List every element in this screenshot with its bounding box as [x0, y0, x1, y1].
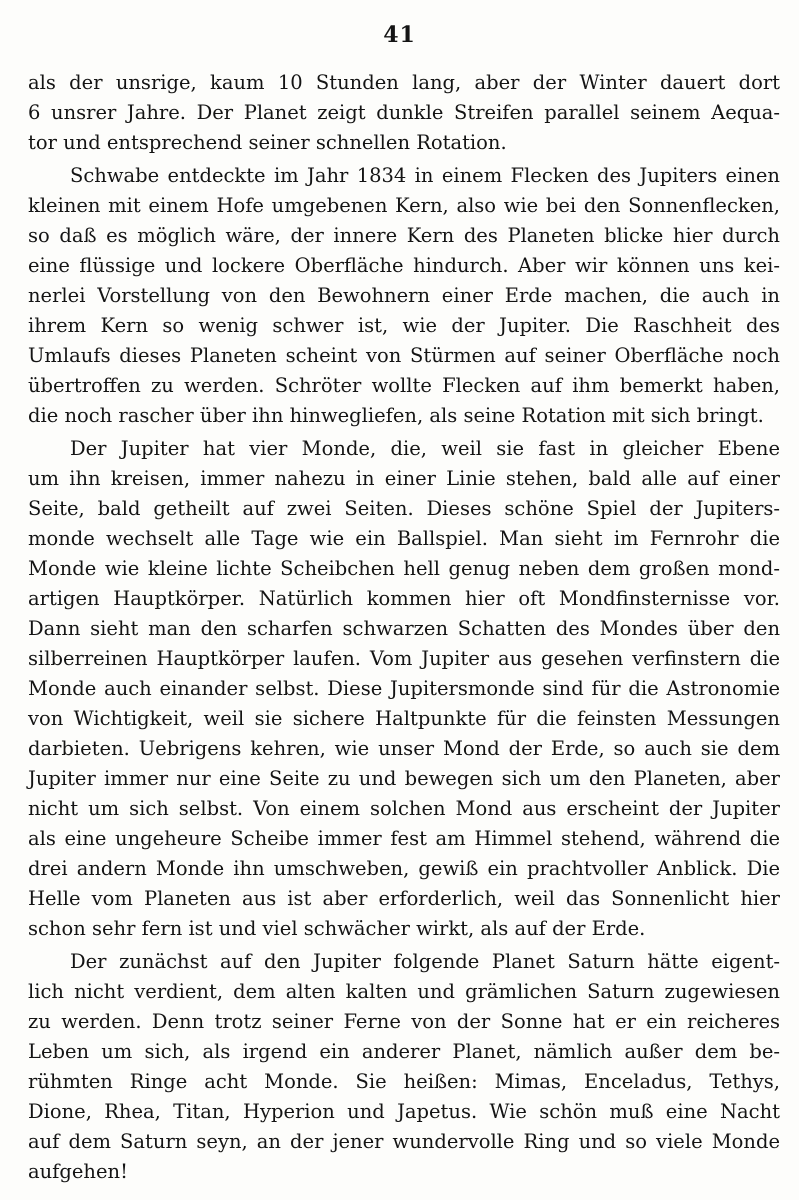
text-line: Schwabe entdeckte im Jahr 1834 in einem Flecken des Jupiters einen — [70, 164, 780, 187]
text-line: Dann sieht man den scharfen schwarzen Schatten des Mondes über den — [28, 617, 780, 640]
text-line: lich nicht verdient, dem alten kalten und grämlichen Saturn zugewiesen — [28, 980, 780, 1003]
text-line: aufgehen! — [28, 1160, 128, 1183]
text-line: nerlei Vorstellung von den Bewohnern einer Erde machen, die auch in — [28, 284, 780, 307]
text-line: ihrem Kern so wenig schwer ist, wie der Jupiter. Die Raschheit des — [28, 314, 780, 337]
text-line: tor und entsprechend seiner schnellen Rotation. — [28, 131, 507, 154]
text-line: silberreinen Hauptkörper laufen. Vom Jupiter aus gesehen verfinstern die — [28, 647, 780, 670]
paragraph — [28, 947, 780, 1187]
text-line: 6 unsrer Jahre. Der Planet zeigt dunkle Streifen parallel seinem Aequa- — [28, 101, 780, 124]
paragraph — [28, 434, 780, 944]
text-line: artigen Hauptkörper. Natürlich kommen hier oft Mondfinsternisse vor. — [28, 587, 780, 610]
text-line: um ihn kreisen, immer nahezu in einer Linie stehen, bald alle auf einer — [28, 467, 780, 490]
text-line: als eine ungeheure Scheibe immer fest am Himmel stehend, während die — [28, 827, 780, 850]
text-line: kleinen mit einem Hofe umgebenen Kern, also wie bei den Sonnenflecken, — [28, 194, 780, 217]
text-line: schon sehr fern ist und viel schwächer wirkt, als auf der Erde. — [28, 917, 646, 940]
text-line: von Wichtigkeit, weil sie sichere Haltpunkte für die feinsten Messungen — [28, 707, 780, 730]
text-line: Monde wie kleine lichte Scheibchen hell genug neben dem großen mond- — [28, 557, 780, 580]
paragraph — [28, 68, 780, 158]
text-line: darbieten. Uebrigens kehren, wie unser Mond der Erde, so auch sie dem — [28, 737, 780, 760]
text-line: auf dem Saturn seyn, an der jener wundervolle Ring und so viele Monde — [28, 1130, 780, 1153]
text-line: Seite, bald getheilt auf zwei Seiten. Dieses schöne Spiel der Jupiters- — [28, 497, 780, 520]
text-line: Helle vom Planeten aus ist aber erforderlich, weil das Sonnenlicht hier — [28, 887, 780, 910]
text-line: Dione, Rhea, Titan, Hyperion und Japetus. Wie schön muß eine Nacht — [28, 1100, 780, 1123]
text-line: so daß es möglich wäre, der innere Kern des Planeten blicke hier durch — [28, 224, 780, 247]
text-line: eine flüssige und lockere Oberfläche hindurch. Aber wir können uns kei- — [28, 254, 780, 277]
text-line: Umlaufs dieses Planeten scheint von Stürmen auf seiner Oberfläche noch — [28, 344, 780, 367]
text-line: Der Jupiter hat vier Monde, die, weil sie fast in gleicher Ebene — [70, 437, 780, 460]
text-line: übertroffen zu werden. Schröter wollte Flecken auf ihm bemerkt haben, — [28, 374, 780, 397]
text-line: nicht um sich selbst. Von einem solchen Mond aus erscheint der Jupiter — [28, 797, 780, 820]
text-line: Jupiter immer nur eine Seite zu und bewegen sich um den Planeten, aber — [28, 767, 780, 790]
text-line: zu werden. Denn trotz seiner Ferne von der Sonne hat er ein reicheres — [28, 1010, 780, 1033]
body-text — [28, 68, 780, 1187]
text-line: monde wechselt alle Tage wie ein Ballspiel. Man sieht im Fernrohr die — [28, 527, 780, 550]
page-number: 41 — [383, 22, 416, 48]
paragraph — [28, 161, 780, 431]
text-line: drei andern Monde ihn umschweben, gewiß ein prachtvoller Anblick. Die — [28, 857, 780, 880]
text-line: Leben um sich, als irgend ein anderer Planet, nämlich außer dem be- — [28, 1040, 780, 1063]
text-line: Monde auch einander selbst. Diese Jupitersmonde sind für die Astronomie — [28, 677, 780, 700]
text-line: die noch rascher über ihn hinwegliefen, als seine Rotation mit sich bringt. — [28, 404, 764, 427]
text-line: Der zunächst auf den Jupiter folgende Planet Saturn hätte eigent- — [70, 950, 780, 973]
text-line: als der unsrige, kaum 10 Stunden lang, aber der Winter dauert dort — [28, 71, 780, 94]
text-line: rühmten Ringe acht Monde. Sie heißen: Mimas, Enceladus, Tethys, — [28, 1070, 780, 1093]
